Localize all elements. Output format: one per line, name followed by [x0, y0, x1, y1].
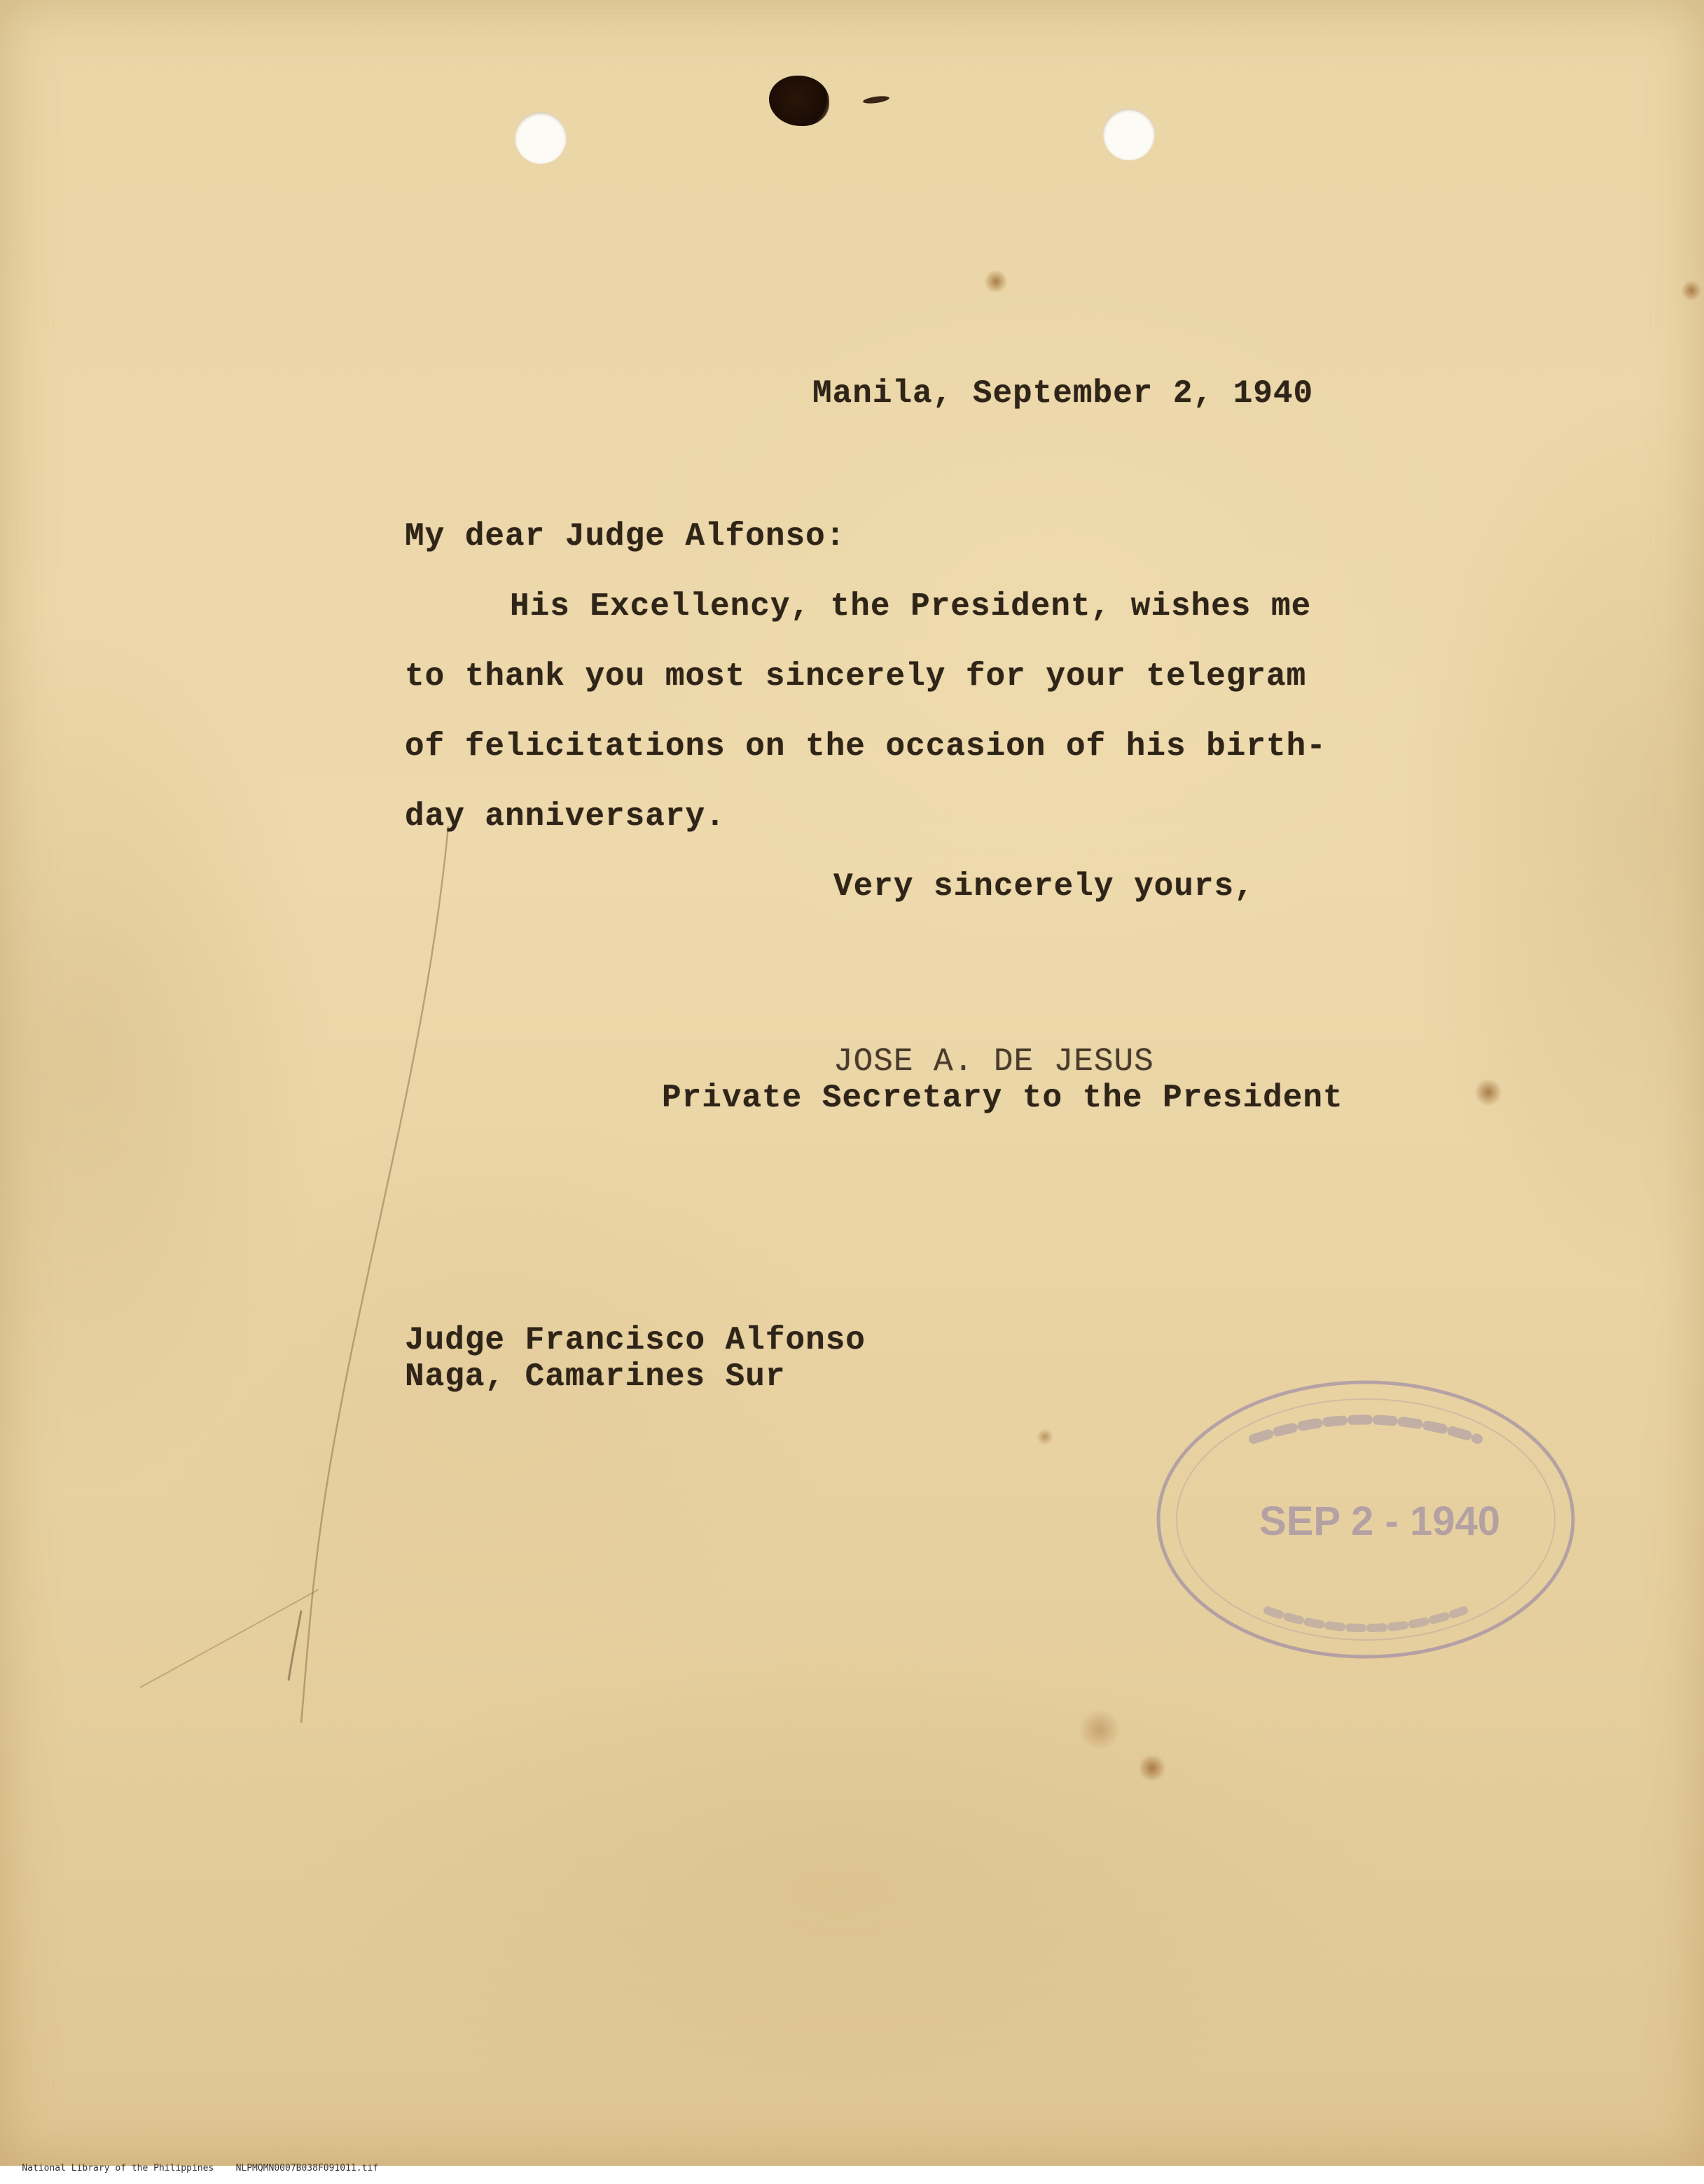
- file-id: NLPMQMN0007B038F091011.tif: [235, 2163, 379, 2173]
- salutation: My dear Judge Alfonso:: [405, 518, 846, 555]
- archive-name: National Library of the Philippines: [22, 2163, 214, 2173]
- stain-spot: [1474, 1078, 1502, 1106]
- ink-mark: [863, 95, 890, 104]
- body-line: of felicitations on the occasion of his birth-: [405, 728, 1327, 765]
- punch-hole-right: [1103, 109, 1155, 160]
- stain-spot: [1681, 280, 1702, 301]
- stain-spot: [1079, 1709, 1121, 1751]
- stain-spot: [1037, 1428, 1053, 1445]
- recipient-name: Judge Francisco Alfonso: [405, 1322, 866, 1358]
- body-line: day anniversary.: [405, 798, 726, 835]
- archive-footer: [0, 2152, 378, 2184]
- ink-blot: [769, 76, 829, 126]
- stamp-date: SEP 2 - 1940: [1259, 1498, 1500, 1544]
- recipient-address: Naga, Camarines Sur: [405, 1358, 786, 1395]
- signer-title: Private Secretary to the President: [662, 1080, 1343, 1116]
- punch-hole-left: [515, 112, 567, 164]
- body-line: His Excellency, the President, wishes me: [510, 588, 1312, 625]
- stain-spot: [984, 270, 1008, 293]
- stain-spot: [1138, 1754, 1166, 1782]
- closing: Very sincerely yours,: [833, 868, 1254, 905]
- dateline: Manila, September 2, 1940: [812, 375, 1314, 412]
- signer-name: JOSE A. DE JESUS: [833, 1043, 1154, 1080]
- received-stamp: [1149, 1372, 1583, 1667]
- body-line: to thank you most sincerely for your telegram: [405, 658, 1307, 695]
